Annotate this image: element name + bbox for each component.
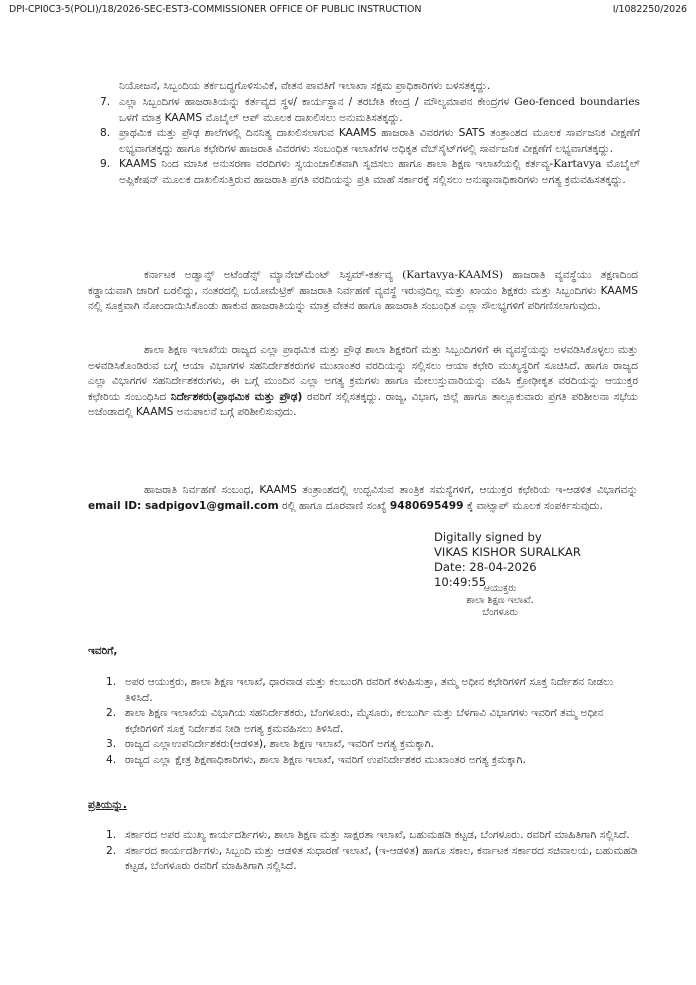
- item-text: ಸರ್ಕಾರದ ಕಾರ್ಯದರ್ಶಿಗಳು, ಸಿಬ್ಬಂದಿ ಮತ್ತು ಆಡಳಿತ ಸುಧಾರಣೆ ಇಲಾಖೆ, (ಇ-ಆಡಳಿತ) ಹಾಗೂ ಸಕಾಲ, ಕರ್ನಾಟಕ ಸರ್ಕಾರದ ಸಚಿವಾಲಯ, ಬಹುಮಹಡಿ ಕಟ್ಟಡ, ಬೆಂಗಳೂರು ರವರಿಗೆ ಮಾಹಿತಿಗಾಗಿ ಸಲ್ಲಿಸಿದೆ.: [125, 844, 638, 873]
- item-text: ಪ್ರಾಥಮಿಕ ಮತ್ತು ಪ್ರೌಢ ಶಾಲೆಗಳಲ್ಲಿ ದಿನನಿತ್ಯ ದಾಖಲಿಸಲಾಗುವ KAAMS ಹಾಜರಾತಿ ವಿವರಗಳು SATS ತಂತ್ರಾಂಶದ ಮೂಲಕ ಸಾರ್ವಜನಿಕ ವೀಕ್ಷಣೆಗೆ ಲಭ್ಯವಾಗತಕ್ಕದ್ದು ಹಾಗೂ ಕಛೇರಿಗಳ ಹಾಜರಾತಿ ವಿವರಗಳು ಸಂಬಂಧಿತ ಇಲಾಖೆಗಳ ಅಧಿಕೃತ ವೆಬ್‌ಸೈಟ್‌ಗಳಲ್ಲಿ ಸಾರ್ವಜನಿಕ ವೀಕ್ಷಣೆಗೆ ಲಭ್ಯವಾಗತಕ್ಕದ್ದು.: [119, 127, 640, 155]
- item-text: ಒಳಗೆ ಮಾತ್ರ KAAMS ಮೊಬೈಲ್ ಆಪ್ ಮೂಲಕ ದಾಖಲಿಸಲು ಅನುಮತಿಸತಕ್ಕದ್ದು.: [119, 111, 403, 124]
- signature-date: Date: 28-04-2026: [434, 560, 537, 574]
- item-number: 2.: [106, 707, 117, 720]
- item-text: ಸರ್ಕಾರದ ಅಪರ ಮುಖ್ಯ ಕಾರ್ಯದರ್ಶಿಗಳು, ಶಾಲಾ ಶಿಕ್ಷಣ ಮತ್ತು ಸಾಕ್ಷರತಾ ಇಲಾಖೆ, ಬಹುಮಹಡಿ ಕಟ್ಟಡ, ಬೆಂಗಳೂರು. ರವರಿಗೆ ಮಾಹಿತಿಗಾಗಿ ಸಲ್ಲಿಸಿದೆ.: [125, 829, 630, 841]
- department: ಶಾಲಾ ಶಿಕ್ಷಣ ಇಲಾಖೆ.: [466, 595, 534, 606]
- paragraph-support-contact: [88, 483, 638, 514]
- item-number: 2.: [106, 844, 117, 857]
- item-text: KAAMS ನಿಂದ ಮಾಸಿಕ ಅನುಸರಣಾ ವರದಿಗಳು ಸ್ವಯಂಚಾಲಿತವಾಗಿ ಸೃಜಿಸಲು ಹಾಗೂ ಶಾಲಾ ಶಿಕ್ಷಣ ಇಲಾಖೆಯಲ್ಲಿ ಕರ್ತವ್ಯ-: [119, 158, 554, 171]
- signatory-designation: [450, 583, 550, 619]
- paragraph-kaams-mandatory: [88, 268, 638, 315]
- item-text: ರಾಜ್ಯದ ಎಲ್ಲಾ ಕ್ಷೇತ್ರ ಶಿಕ್ಷಣಾಧಿಕಾರಿಗಳು, ಶಾಲಾ ಶಿಕ್ಷಣ ಇಲಾಖೆ, ಇವರಿಗೆ ಉಪನಿರ್ದೇಶಕರ ಮುಖಾಂತರ ಅಗತ್ಯ ಕ್ರಮಕ್ಕಾಗಿ.: [125, 753, 526, 766]
- list-item: [106, 706, 640, 737]
- copies-list: [106, 828, 640, 875]
- paragraph-text: ರಲ್ಲಿ ಹಾಗೂ ದೂರವಾಣಿ ಸಂಖ್ಯೆ: [282, 499, 387, 512]
- signature-time: 10:49:55: [434, 575, 487, 589]
- item-text: ರಾಜ್ಯದ ಎಲ್ಲಾಉಪನಿರ್ದೇಶಕರು(ಆಡಳಿತ), ಶಾಲಾ ಶಿಕ್ಷಣ ಇಲಾಖೆ, ಇವರಿಗೆ ಅಗತ್ಯ ಕ್ರಮಕ್ಕಾಗಿ.: [125, 738, 434, 751]
- item-number: 9.: [100, 158, 111, 171]
- list-item: [106, 675, 640, 706]
- place: ಬೆಂಗಳೂರು: [482, 607, 518, 618]
- instruction-item-8: [100, 126, 640, 157]
- paragraph-text: ರವರಿಗೆ ಸಲ್ಲಿಸತಕ್ಕದ್ದು. ರಾಜ್ಯ, ವಿಭಾಗ, ಜಿಲ್ಲೆ ಹಾಗೂ ತಾಲ್ಲೂಕುವಾರು ಪ್ರಗತಿ ಪರಿಶೀಲನಾ ಸಭೆಯ ಅಜೆಂಡಾದಲ್ಲಿ KAAMS ಅನುಪಾಲನೆ ಬಗ್ಗೆ ಪರಿಶೀಲಿಸುವುದು.: [88, 390, 638, 419]
- signer-name: VIKAS KISHOR SURALKAR: [434, 545, 581, 559]
- item-number: 1.: [106, 829, 117, 841]
- list-item: [106, 753, 640, 769]
- document-header: [9, 4, 687, 15]
- copies-label: ಪ್ರತಿಯನ್ನು.: [88, 799, 127, 811]
- designation: ಆಯುಕ್ತರು: [483, 583, 517, 594]
- item-number: 7.: [100, 96, 111, 108]
- list-item: [106, 828, 640, 844]
- list-item: [106, 737, 640, 753]
- item-text: ಶಾಲಾ ಶಿಕ್ಷಣ ಇಲಾಖೆಯ ವಿಭಾಗಿಯ ಸಹನಿರ್ದೇಶಕರು, ಬೆಂಗಳೂರು, ಮೈಸೂರು, ಕಲಬುರ್ಗಿ ಮತ್ತು ಬೆಳಗಾವಿ ವಿಭಾಗಗಳು ಇವರಿಗೆ ತಮ್ಮ ಅಧೀನ ಕಛೇರಿಗಳಿಗೆ ಸೂಕ್ತ ನಿರ್ದೇಶನ ನೀಡಿ ಅಗತ್ಯ ಕ್ರಮವಹಿಸಲು ತಿಳಿಸಿದೆ.: [125, 707, 604, 735]
- signature-line: Digitally signed by: [434, 530, 542, 544]
- recipients-list: [106, 675, 640, 769]
- recipients-label: ಇವರಿಗೆ,: [88, 645, 118, 657]
- item-text: ಅಪರ ಆಯುಕ್ತರು, ಶಾಲಾ ಶಿಕ್ಷಣ ಇಲಾಖೆ, ಧಾರವಾಡ ಮತ್ತು ಕಲಬುರಗಿ ರವರಿಗೆ ಕಳುಹಿಸುತ್ತಾ, ತಮ್ಮ ಅಧೀನ ಕಛೇರಿಗಳಿಗೆ ಸೂಕ್ತ ನಿರ್ದೇಶನ ನೀಡಲು ತಿಳಿಸಿದೆ.: [125, 676, 614, 704]
- item-number: 3.: [106, 738, 117, 751]
- instruction-list: [100, 95, 640, 189]
- item-number: 8.: [100, 127, 111, 140]
- paragraph-text: ಕರ್ನಾಟಕ ಅಡ್ವಾನ್ಸ್ ಅಟೆಂಡೆನ್ಸ್ ಮ್ಯಾನೇಜ್‌ಮೆಂಟ್ ಸಿಸ್ಟಮ್-ಕರ್ತವ್ಯ: [144, 269, 393, 281]
- instruction-item-9: [100, 157, 640, 188]
- instruction-item-7: [100, 95, 640, 126]
- document-number: I/1082250/2026: [612, 4, 687, 15]
- support-phone[interactable]: 9480695499: [389, 499, 464, 512]
- item-number: 1.: [106, 676, 117, 688]
- paragraph-text: ಶಾಲಾ ಶಿಕ್ಷಣ ಇಲಾಖೆಯ ರಾಜ್ಯದ ಎಲ್ಲಾ ಪ್ರಾಥಮಿಕ ಮತ್ತು ಪ್ರೌಢ ಶಾಲಾ ಶಿಕ್ಷಕರಿಗೆ ಮತ್ತು ಸಿಬ್ಬಂದಿಗಳಿಗೆ ಈ ವ್ಯವಸ್ಥೆಯನ್ನು ಅಳವಡಿಸಿಕೊಳ್ಳಲು ಮತ್ತು ಅಳವಡಿಸಿಕೊಂಡಿರುವ ಬಗ್ಗೆ ಆಯಾ ವಿಭಾಗಗಳ ಸಹನಿರ್ದೇಶಕರುಗಳ ಮುಖಾಂತರ ವರದಿಯನ್ನು ಸಲ್ಲಿಸಲು ಆಯಾ ಕಛೇರಿ ಮುಖ್ಯಸ್ಥರಿಗೆ ಸೂಚಿಸಿದೆ. ಹಾಗೂ ರಾಜ್ಯದ ಎಲ್ಲಾ ವಿಭಾಗಗಳ ಸಹನಿರ್ದೇಶಕರುಗಳು, ಈ ಬಗ್ಗೆ ಮುಂದಿನ ಎಲ್ಲಾ ಅಗತ್ಯ ಕ್ರಮಗಳು ಹಾಗೂ ಮೇಲುಸ್ತುವಾರಿಯನ್ನು ವಹಿಸಿ ಕ್ರೋಢೀಕೃತ ವರದಿಯನ್ನು ಆಯುಕ್ತರ ಕಛೇರಿಯ ಸಂಬಂಧಿಸಿದ: [88, 344, 638, 403]
- instruction-continuation: ನಿಯೋಜನೆ, ಸಿಬ್ಬಂದಿಯ ತರ್ಕಬದ್ಧಗೊಳಿಸುವಿಕೆ, ವೇತನ ಪಾವತಿಗೆ ಇಲಾಖಾ ಸಕ್ಷಮ ಪ್ರಾಧಿಕಾರಿಗಳು ಬಳಸತಕ್ಕದ್ದು.: [119, 80, 491, 92]
- item-text-latin: Kartavya: [553, 158, 602, 171]
- paragraph-text-latin: (Kartavya-KAAMS): [402, 269, 504, 281]
- paragraph-text-bold: ನಿರ್ದೇಶಕರು(ಪ್ರಾಥಮಿಕ ಮತ್ತು ಪ್ರೌಢ): [170, 390, 303, 403]
- paragraph-text: ಕ್ಕೆ ವಾಟ್ಸಾಪ್ ಮೂಲಕ ಸಂಪರ್ಕಿಸುವುದು.: [466, 499, 603, 512]
- item-number: 4.: [106, 753, 117, 766]
- digital-signature: [434, 530, 581, 590]
- paragraph-text: ಹಾಜರಾತಿ ವ್ಯವಸ್ಥೆಯು ತಕ್ಷಣದಿಂದ ಕಡ್ಡಾಯವಾಗಿ ಜಾರಿಗೆ ಬರಲಿದ್ದು, ನಂತರದಲ್ಲಿ ಬಯೋಮೆಟ್ರಿಕ್ ಹಾಜರಾತಿ ನಿರ್ವಹಣೆ ವ್ಯವಸ್ಥೆ ಇರುವುದಿಲ್ಲ ಮತ್ತು ಖಾಯಂ ಶಿಕ್ಷಕರು ಮತ್ತು ಸಿಬ್ಬಂದಿಗಳು KAAMS ನಲ್ಲಿ ಸೂಕ್ತವಾಗಿ ನೋಂದಾಯಿಸಿಕೊಂಡು ಹಾಕುವ ಹಾಜರಾತಿಯನ್ನು ಮಾತ್ರ ವೇತನ ಹಾಗೂ ಹಾಜರಾತಿ ಸಂಬಂಧಿತ ಎಲ್ಲಾ ಸೌಲಭ್ಯಗಳಿಗೆ ಪರಿಗಣಿಸಲಾಗುವುದು.: [88, 269, 638, 313]
- list-item: [106, 844, 640, 875]
- paragraph-implementation: [88, 343, 638, 421]
- paragraph-text: ಹಾಜರಾತಿ ನಿರ್ವಹಣೆ ಸಂಬಂಧ, KAAMS ತಂತ್ರಾಂಶದಲ್ಲಿ ಉದ್ಭವಿಸುವ ತಾಂತ್ರಿಕ ಸಮಸ್ಯೆಗಳಿಗೆ, ಆಯುಕ್ತರ ಕಛೇರಿಯ ಇ-ಆಡಳಿತ ವಿಭಾಗವನ್ನು: [144, 484, 638, 496]
- file-reference: DPI-CPI0C3-5(POLI)/18/2026-SEC-EST3-COMMISSIONER OFFICE OF PUBLIC INSTRUCTION: [9, 4, 422, 15]
- support-email[interactable]: email ID: sadpigov1@gmail.com: [88, 499, 279, 512]
- item-text: ಮೊಬೈಲ್ ಅಪ್ಲಿಕೇಷನ್ ಮೂಲಕ ದಾಖಲಿಸುತ್ತಿರುವ ಹಾಜರಾತಿ ಪ್ರಗತಿ ವರದಿಯನ್ನು ಪ್ರತಿ ಮಾಹೆ ಸರ್ಕಾರಕ್ಕೆ ಸಲ್ಲಿಸಲು ಅನುಷ್ಠಾನಾಧಿಕಾರಿಗಳು ಅಗತ್ಯ ಕ್ರಮವಹಿಸತಕ್ಕದ್ದು.: [119, 158, 640, 186]
- item-text-latin: Geo-fenced boundaries: [514, 96, 640, 108]
- item-text: ಎಲ್ಲಾ ಸಿಬ್ಬಂದಿಗಳ ಹಾಜರಾತಿಯನ್ನು ಕರ್ತವ್ಯದ ಸ್ಥಳ/ ಕಾರ್ಯಸ್ಥಾನ / ತರಬೇತಿ ಕೇಂದ್ರ / ಮೌಲ್ಯಮಾಪನ ಕೇಂದ್ರಗಳ: [119, 96, 510, 108]
